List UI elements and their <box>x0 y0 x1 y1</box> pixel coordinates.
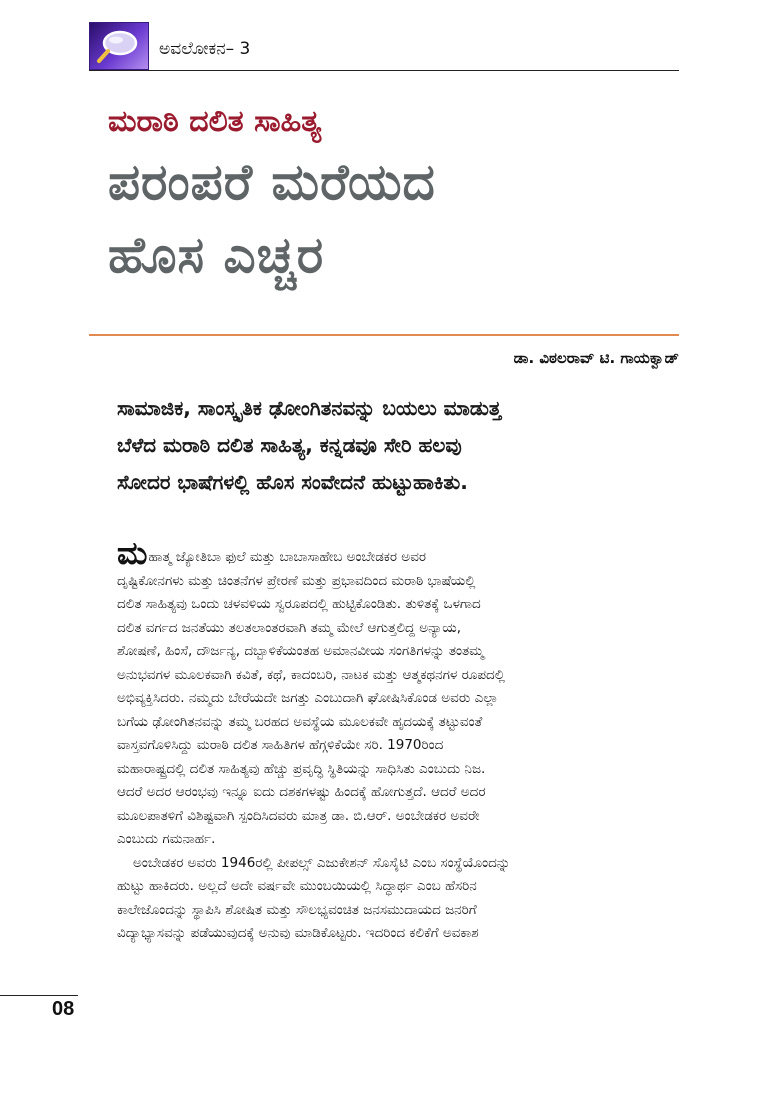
headline-line-2: ಹೊಸ ಎಚ್ಚರ <box>108 226 325 284</box>
lead-paragraph <box>117 390 672 501</box>
body-line: ವಾಸ್ತವಗೊಳಿಸಿದ್ದು ಮರಾಠಿ ದಲಿತ ಸಾಹಿತಿಗಳ ಹೆಗ್ಗಳಿಕೆಯೇ ಸರಿ. 1970ರಿಂದ <box>117 737 444 753</box>
lead-line: ಸೋದರ ಭಾಷೆಗಳಲ್ಲಿ ಹೊಸ ಸಂವೇದನೆ ಹುಟ್ಟುಹಾಕಿತು. <box>117 470 468 494</box>
body-line: ಅಭಿವ್ಯಕ್ತಿಸಿದರು. ನಮ್ಮದು ಬೇರೆಯದೇ ಜಗತ್ತು ಎಂಬುದಾಗಿ ಘೋಷಿಸಿಕೊಂಡ ಅವರು ಎಲ್ಲಾ <box>117 690 499 706</box>
headline-line-1: ಪರಂಪರೆ ಮರೆಯದ <box>108 153 436 211</box>
body-line: ಮೂಲಪಾತಳಿಗೆ ವಿಶಿಷ್ಟವಾಗಿ ಸ್ಪಂದಿಸಿದವರು ಮಾತ್ರ ಡಾ. ಬಿ.ಆರ್. ಅಂಬೇಡಕರ ಅವರೇ <box>117 807 480 824</box>
header-divider <box>89 70 679 71</box>
body-line: ಅನುಭವಗಳ ಮೂಲಕವಾಗಿ ಕವಿತೆ, ಕಥೆ, ಕಾದಂಬರಿ, ನಾಟಕ ಮತ್ತು ಆತ್ಮಕಥನಗಳ ರೂಪದಲ್ಲಿ <box>117 666 505 683</box>
lead-line: ಸಾಮಾಜಿಕ, ಸಾಂಸ್ಕೃತಿಕ ಢೋಂಗಿತನವನ್ನು ಬಯಲು ಮಾಡುತ್ತ <box>117 396 502 420</box>
body-line: ಆದರೆ ಅದರ ಆರಂಭವು ಇನ್ನೂ ಐದು ದಶಕಗಳಷ್ಟು ಹಿಂದಕ್ಕೆ ಹೋಗುತ್ತದೆ. ಆದರೆ ಅದರ <box>117 784 486 800</box>
body-line: ಬಗೆಯ ಢೋಂಗಿತನವನ್ನು ತಮ್ಮ ಬರಹದ ಅವಸ್ಥೆಯ ಮೂಲಕವೇ ಹೃದಯಕ್ಕೆ ತಟ್ಟುವಂತೆ <box>117 713 483 730</box>
page-number: 08 <box>52 998 75 1020</box>
body-line: ಎಂಬುದು ಗಮನಾರ್ಹ. <box>117 831 216 847</box>
body-line-text: ಹಾತ್ಮ ಜ್ಯೋತಿಬಾ ಫುಲೆ ಮತ್ತು ಬಾಬಾಸಾಹೇಬ ಅಂಬೇಡಕರ ಅವರ <box>148 549 427 565</box>
body-line: ದೃಷ್ಟಿಕೋನಗಳು ಮತ್ತು ಚಿಂತನೆಗಳ ಪ್ರೇರಣೆ ಮತ್ತು ಪ್ರಭಾವದಿಂದ ಮರಾಠಿ ಭಾಷೆಯಲ್ಲಿ <box>117 572 476 589</box>
body-line: ದಲಿತ ವರ್ಗದ ಜನತೆಯು ತಲತಲಾಂತರವಾಗಿ ತಮ್ಮ ಮೇಲೆ ಆಗುತ್ತಲಿದ್ದ ಅನ್ಯಾಯ, <box>117 619 461 636</box>
article-body <box>117 543 677 946</box>
title-divider <box>89 334 679 336</box>
article-kicker: ಮರಾಠಿ ದಲಿತ ಸಾಹಿತ್ಯ <box>108 104 322 139</box>
body-line: ಮಹಾರಾಷ್ಟ್ರದಲ್ಲಿ ದಲಿತ ಸಾಹಿತ್ಯವು ಹೆಚ್ಚು ಪ್ರವೃದ್ಧಿ ಸ್ಥಿತಿಯನ್ನು ಸಾಧಿಸಿತು ಎಂಬುದು ನಿಜ. <box>117 760 486 777</box>
body-line: ಕಾಲೇಜೊಂದನ್ನು ಸ್ಥಾಪಿಸಿ ಶೋಷಿತ ಮತ್ತು ಸೌಲಭ್ಯವಂಚಿತ ಜನಸಮುದಾಯದ ಜನರಿಗೆ <box>117 901 477 918</box>
footer-divider <box>0 995 78 996</box>
body-line: ಅಂಬೇಡಕರ ಅವರು 1946ರಲ್ಲಿ ಪೀಪಲ್ಸ್ ಎಜುಕೇಶನ್ ಸೊಸೈಟಿ ಎಂಬ ಸಂಸ್ಥೆಯೊಂದನ್ನು <box>133 854 511 871</box>
body-line: ವಿದ್ಯಾಭ್ಯಾಸವನ್ನು ಪಡೆಯುವುದಕ್ಕೆ ಅನುವು ಮಾಡಿಕೊಟ್ಟರು. ಇದರಿಂದ ಕಲಿಕೆಗೆ ಅವಕಾಶ <box>117 925 479 941</box>
magnifier-icon <box>96 28 142 64</box>
drop-cap: ಮ <box>117 543 148 570</box>
body-line: ದಲಿತ ಸಾಹಿತ್ಯವು ಒಂದು ಚಳವಳಿಯ ಸ್ವರೂಪದಲ್ಲಿ ಹುಟ್ಟಿಕೊಂಡಿತು. ತುಳಿತಕ್ಕೆ ಒಳಗಾದ <box>117 596 481 612</box>
author-byline: ಡಾ. ವಿಠಲರಾವ್ ಟಿ. ಗಾಯಕ್ವಾಡ್ <box>513 349 679 367</box>
section-label: ಅವಲೋಕನ– 3 <box>159 39 251 59</box>
body-line: ಹುಟ್ಟು ಹಾಕಿದರು. ಅಲ್ಲದೆ ಅದೇ ವರ್ಷವೇ ಮುಂಬಯಿಯಲ್ಲಿ ಸಿದ್ಧಾರ್ಥ ಎಂಬ ಹೆಸರಿನ <box>117 878 477 894</box>
body-line: ಶೋಷಣೆ, ಹಿಂಸೆ, ದೌರ್ಜನ್ಯ, ದಬ್ಬಾಳಿಕೆಯಂತಹ ಅಮಾನವೀಯ ಸಂಗತಿಗಳನ್ನು ತಂತಮ್ಮ <box>117 643 484 659</box>
lead-line: ಬೆಳೆದ ಮರಾಠಿ ದಲಿತ ಸಾಹಿತ್ಯ, ಕನ್ನಡವೂ ಸೇರಿ ಹಲವು <box>117 433 462 457</box>
body-line <box>117 543 677 570</box>
section-logo <box>89 22 149 70</box>
